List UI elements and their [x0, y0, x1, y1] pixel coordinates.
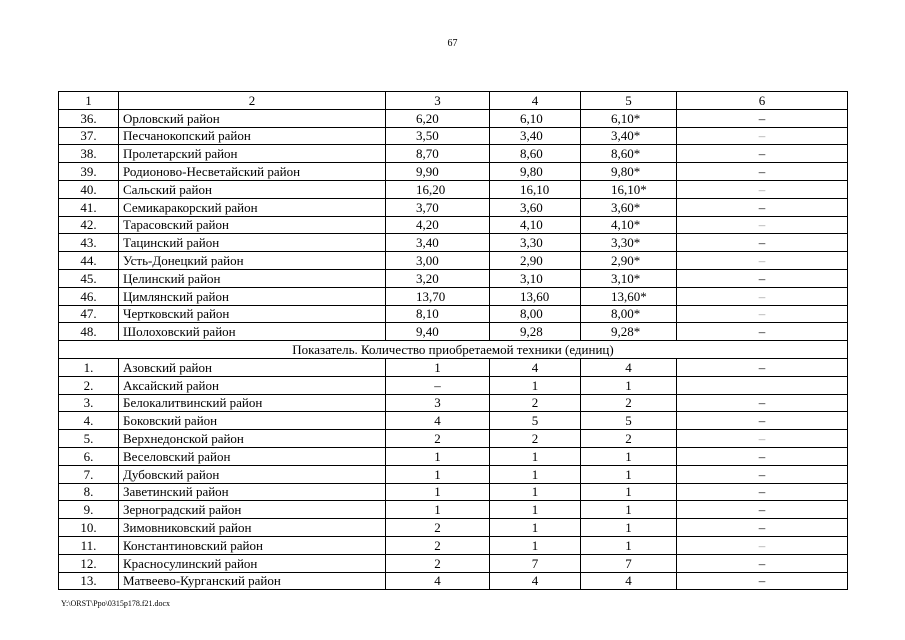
value-col-6: – [677, 554, 848, 572]
row-number: 47. [59, 305, 119, 323]
value-col-3: 16,20 [386, 180, 490, 198]
table-row [59, 412, 848, 430]
column-number-3: 3 [386, 92, 490, 110]
district-name: Константиновский район [119, 536, 386, 554]
value-col-3: 6,20 [386, 109, 490, 127]
table-row [59, 447, 848, 465]
district-name: Дубовский район [119, 465, 386, 483]
row-number: 12. [59, 554, 119, 572]
column-number-6: 6 [677, 92, 848, 110]
value-col-5: 3,60* [581, 198, 677, 216]
value-col-4: 1 [490, 501, 581, 519]
value-col-3: 3,20 [386, 269, 490, 287]
value-col-5: 2 [581, 430, 677, 448]
value-col-5: 4 [581, 358, 677, 376]
value-col-4: 3,10 [490, 269, 581, 287]
value-col-4: 4,10 [490, 216, 581, 234]
value-col-4: 8,60 [490, 145, 581, 163]
value-col-4: 1 [490, 465, 581, 483]
file-path-footer: Y:\ORST\Ppo\0315p178.f21.docx [61, 599, 171, 608]
value-col-5: 1 [581, 447, 677, 465]
district-name: Тацинский район [119, 234, 386, 252]
value-col-5: 8,60* [581, 145, 677, 163]
value-col-5: 4,10* [581, 216, 677, 234]
value-col-3: 9,40 [386, 323, 490, 341]
row-number: 11. [59, 536, 119, 554]
value-col-6: – [677, 572, 848, 590]
value-col-6: – [677, 483, 848, 501]
value-col-4: 7 [490, 554, 581, 572]
value-col-6: – [677, 127, 848, 145]
value-col-4: 16,10 [490, 180, 581, 198]
table-row [59, 554, 848, 572]
section-row [59, 341, 848, 359]
value-col-6: – [677, 394, 848, 412]
column-number-2: 2 [119, 92, 386, 110]
district-name: Боковский район [119, 412, 386, 430]
table-row [59, 572, 848, 590]
value-col-4: 4 [490, 572, 581, 590]
column-number-5: 5 [581, 92, 677, 110]
table-row [59, 269, 848, 287]
district-name: Чертковский район [119, 305, 386, 323]
row-number: 8. [59, 483, 119, 501]
district-name: Аксайский район [119, 376, 386, 394]
value-col-5: 13,60* [581, 287, 677, 305]
row-number: 36. [59, 109, 119, 127]
row-number: 44. [59, 252, 119, 270]
value-col-6 [677, 376, 848, 394]
table-row [59, 536, 848, 554]
value-col-3: 3 [386, 394, 490, 412]
row-number: 40. [59, 180, 119, 198]
value-col-4: 2 [490, 394, 581, 412]
value-col-6: – [677, 269, 848, 287]
district-name: Зимовниковский район [119, 519, 386, 537]
value-col-5: 1 [581, 519, 677, 537]
row-number: 37. [59, 127, 119, 145]
value-col-6: – [677, 323, 848, 341]
value-col-6: – [677, 216, 848, 234]
column-number-1: 1 [59, 92, 119, 110]
value-col-6: – [677, 287, 848, 305]
row-number: 4. [59, 412, 119, 430]
value-col-3: 1 [386, 501, 490, 519]
value-col-3: 8,70 [386, 145, 490, 163]
district-name: Красносулинский район [119, 554, 386, 572]
table-row [59, 305, 848, 323]
table-row [59, 252, 848, 270]
column-number-row [59, 92, 848, 110]
value-col-6: – [677, 536, 848, 554]
value-col-4: 1 [490, 536, 581, 554]
value-col-4: 3,40 [490, 127, 581, 145]
district-name: Родионово-Несветайский район [119, 163, 386, 181]
value-col-3: 2 [386, 554, 490, 572]
value-col-4: 6,10 [490, 109, 581, 127]
value-col-4: 9,28 [490, 323, 581, 341]
district-name: Азовский район [119, 358, 386, 376]
table-row [59, 234, 848, 252]
value-col-3: 3,40 [386, 234, 490, 252]
value-col-5: 2,90* [581, 252, 677, 270]
table-row [59, 109, 848, 127]
row-number: 41. [59, 198, 119, 216]
value-col-4: 13,60 [490, 287, 581, 305]
table-row [59, 430, 848, 448]
data-table [58, 91, 848, 590]
value-col-6: – [677, 180, 848, 198]
value-col-6: – [677, 501, 848, 519]
value-col-5: 5 [581, 412, 677, 430]
row-number: 45. [59, 269, 119, 287]
value-col-3: 2 [386, 536, 490, 554]
row-number: 46. [59, 287, 119, 305]
value-col-5: 1 [581, 483, 677, 501]
value-col-6: – [677, 252, 848, 270]
district-name: Матвеево-Курганский район [119, 572, 386, 590]
value-col-5: 3,40* [581, 127, 677, 145]
value-col-5: 16,10* [581, 180, 677, 198]
district-name: Белокалитвинский район [119, 394, 386, 412]
value-col-6: – [677, 412, 848, 430]
value-col-5: 4 [581, 572, 677, 590]
column-number-4: 4 [490, 92, 581, 110]
value-col-3: 2 [386, 519, 490, 537]
value-col-6: – [677, 145, 848, 163]
table-row [59, 358, 848, 376]
value-col-5: 2 [581, 394, 677, 412]
row-number: 3. [59, 394, 119, 412]
value-col-6: – [677, 358, 848, 376]
value-col-6: – [677, 109, 848, 127]
value-col-3: 4 [386, 412, 490, 430]
value-col-6: – [677, 198, 848, 216]
value-col-4: 9,80 [490, 163, 581, 181]
value-col-6: – [677, 234, 848, 252]
district-name: Шолоховский район [119, 323, 386, 341]
value-col-3: 3,50 [386, 127, 490, 145]
value-col-3: 1 [386, 447, 490, 465]
row-number: 2. [59, 376, 119, 394]
row-number: 1. [59, 358, 119, 376]
value-col-3: 4,20 [386, 216, 490, 234]
row-number: 7. [59, 465, 119, 483]
table-row [59, 127, 848, 145]
district-name: Сальский район [119, 180, 386, 198]
value-col-4: 2,90 [490, 252, 581, 270]
table-row [59, 145, 848, 163]
value-col-3: – [386, 376, 490, 394]
value-col-3: 8,10 [386, 305, 490, 323]
table-row [59, 163, 848, 181]
value-col-4: 1 [490, 376, 581, 394]
table-row [59, 323, 848, 341]
row-number: 42. [59, 216, 119, 234]
value-col-4: 8,00 [490, 305, 581, 323]
section-title: Показатель. Количество приобретаемой техники (единиц) [59, 341, 848, 359]
district-name: Пролетарский район [119, 145, 386, 163]
table-row [59, 198, 848, 216]
value-col-5: 1 [581, 465, 677, 483]
row-number: 10. [59, 519, 119, 537]
value-col-5: 1 [581, 536, 677, 554]
value-col-4: 2 [490, 430, 581, 448]
row-number: 39. [59, 163, 119, 181]
value-col-5: 3,10* [581, 269, 677, 287]
table-row [59, 501, 848, 519]
district-name: Семикаракорский район [119, 198, 386, 216]
value-col-6: – [677, 447, 848, 465]
value-col-5: 7 [581, 554, 677, 572]
district-name: Веселовский район [119, 447, 386, 465]
value-col-3: 1 [386, 358, 490, 376]
district-name: Песчанокопский район [119, 127, 386, 145]
value-col-5: 6,10* [581, 109, 677, 127]
district-name: Верхнедонской район [119, 430, 386, 448]
value-col-6: – [677, 163, 848, 181]
value-col-4: 1 [490, 519, 581, 537]
table-row [59, 394, 848, 412]
table-row [59, 519, 848, 537]
value-col-4: 4 [490, 358, 581, 376]
row-number: 48. [59, 323, 119, 341]
table-row [59, 287, 848, 305]
district-name: Заветинский район [119, 483, 386, 501]
value-col-4: 5 [490, 412, 581, 430]
page-number: 67 [447, 38, 458, 49]
value-col-6: – [677, 519, 848, 537]
value-col-4: 1 [490, 447, 581, 465]
value-col-4: 3,30 [490, 234, 581, 252]
value-col-3: 1 [386, 483, 490, 501]
district-name: Целинский район [119, 269, 386, 287]
value-col-3: 4 [386, 572, 490, 590]
district-name: Цимлянский район [119, 287, 386, 305]
district-name: Тарасовский район [119, 216, 386, 234]
table-row [59, 180, 848, 198]
value-col-6: – [677, 465, 848, 483]
table-row [59, 483, 848, 501]
value-col-4: 3,60 [490, 198, 581, 216]
value-col-6: – [677, 430, 848, 448]
value-col-3: 9,90 [386, 163, 490, 181]
value-col-6: – [677, 305, 848, 323]
table-body [59, 92, 848, 590]
value-col-3: 3,70 [386, 198, 490, 216]
value-col-3: 13,70 [386, 287, 490, 305]
value-col-5: 9,28* [581, 323, 677, 341]
table-row [59, 376, 848, 394]
value-col-5: 1 [581, 501, 677, 519]
value-col-5: 8,00* [581, 305, 677, 323]
value-col-3: 3,00 [386, 252, 490, 270]
value-col-5: 3,30* [581, 234, 677, 252]
row-number: 43. [59, 234, 119, 252]
row-number: 13. [59, 572, 119, 590]
table-row [59, 465, 848, 483]
value-col-3: 1 [386, 465, 490, 483]
row-number: 9. [59, 501, 119, 519]
district-name: Усть-Донецкий район [119, 252, 386, 270]
table-row [59, 216, 848, 234]
district-name: Зерноградский район [119, 501, 386, 519]
row-number: 6. [59, 447, 119, 465]
row-number: 38. [59, 145, 119, 163]
value-col-4: 1 [490, 483, 581, 501]
value-col-5: 1 [581, 376, 677, 394]
value-col-3: 2 [386, 430, 490, 448]
row-number: 5. [59, 430, 119, 448]
value-col-5: 9,80* [581, 163, 677, 181]
district-name: Орловский район [119, 109, 386, 127]
